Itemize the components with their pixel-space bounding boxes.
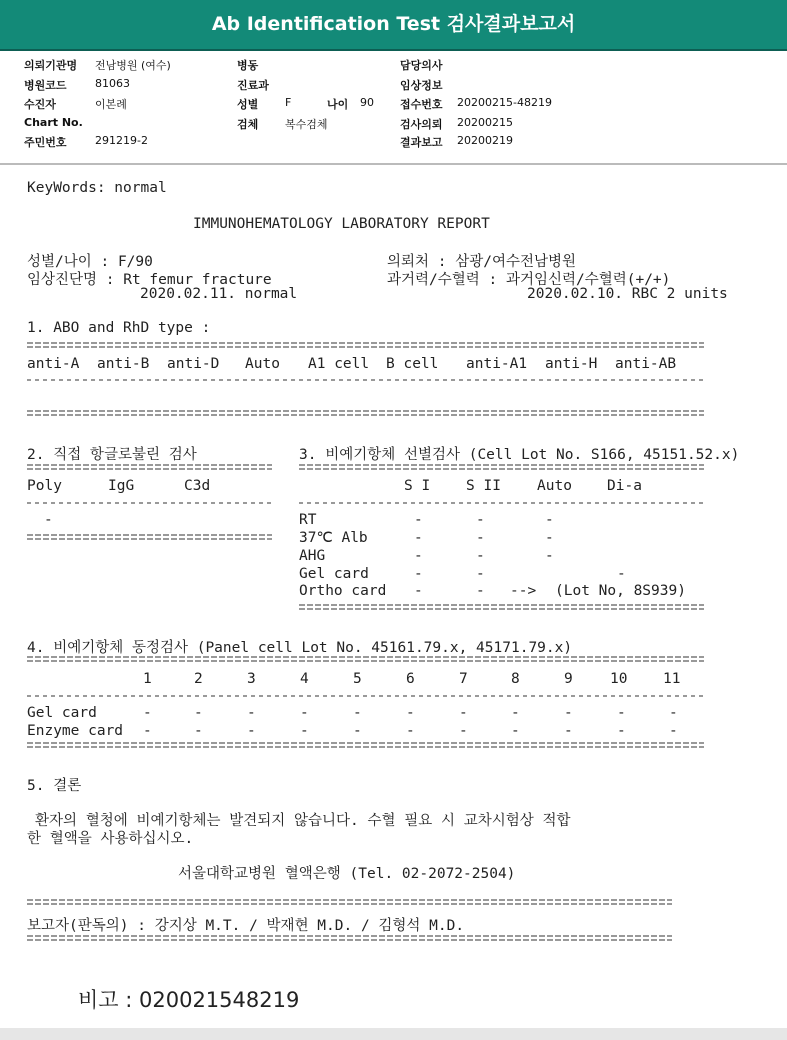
s1-header-anti-d: anti-D (167, 356, 220, 372)
s4-cell: - (511, 723, 520, 739)
header-row-clinical-info: 임상정보 (400, 79, 443, 92)
s3-header-dia: Di-a (607, 478, 642, 494)
s3-cell: - (414, 583, 423, 599)
s4-cell: - (459, 723, 468, 739)
s1-header-anti-a1: anti-A1 (466, 356, 528, 372)
s3-cell: - (476, 530, 485, 546)
s4-cell: - (143, 723, 152, 739)
header-row-sex: 성별 (237, 98, 259, 111)
remarks: 비고 : 020021548219 (78, 988, 300, 1012)
s1-header-anti-b: anti-B (97, 356, 150, 372)
header-row-ward: 병동 (237, 59, 259, 72)
s3-cell: --> (510, 583, 537, 599)
diagnosis: 임상진단명 : Rt femur fracture (27, 272, 272, 288)
section-4-title: 4. 비예기항체 동정검사 (Panel cell Lot No. 45161.79.x, 45171.79.x) (27, 640, 573, 656)
header-separator (0, 163, 787, 165)
s4-header: 6 (406, 671, 415, 687)
s4-cell: - (511, 705, 520, 721)
s4-cell: - (459, 705, 468, 721)
s3-cell: - (476, 512, 485, 528)
s3-header-sii: S II (466, 478, 501, 494)
section-2-rules (27, 462, 277, 547)
reporter-line: 보고자(판독의) : 강지상 M.T. / 박재현 M.D. / 김형석 M.D. (27, 918, 465, 934)
section-4-rules (27, 654, 707, 754)
s4-cell: - (564, 723, 573, 739)
s1-header-auto: Auto (245, 356, 280, 372)
s4-cell: - (406, 705, 415, 721)
section-1-rules (27, 340, 707, 430)
section-5-title: 5. 결론 (27, 778, 82, 794)
keywords: KeyWords: normal (27, 180, 167, 196)
header-value-request-date: 20200215 (457, 116, 513, 129)
s4-header: 2 (194, 671, 203, 687)
s3-cell: - (545, 512, 554, 528)
s4-cell: - (300, 723, 309, 739)
header-row-hospital-code: 병원코드 (24, 79, 67, 92)
header-value-patient: 이본례 (95, 98, 127, 111)
s4-header: 11 (663, 671, 681, 687)
header-value-report-date: 20200219 (457, 134, 513, 147)
s4-header: 7 (459, 671, 468, 687)
s1-header-anti-ab: anti-AB (615, 356, 677, 372)
section-3-title: 3. 비예기항체 선별검사 (Cell Lot No. S166, 45151.52.x) (299, 447, 740, 463)
header-value-hospital-code: 81063 (95, 77, 130, 90)
title-underline (0, 49, 787, 51)
s3-row-label: Gel card (299, 566, 369, 582)
s1-header-b-cell: B cell (386, 356, 439, 372)
s3-cell: - (414, 548, 423, 564)
s3-cell: - (545, 548, 554, 564)
s3-row-label: 37℃ Alb (299, 530, 368, 546)
s4-cell: - (669, 723, 678, 739)
lab-report-title: IMMUNOHEMATOLOGY LABORATORY REPORT (193, 216, 490, 232)
s3-cell: - (414, 530, 423, 546)
s4-cell: - (247, 705, 256, 721)
section-2-title: 2. 직접 항글로불린 검사 (27, 447, 197, 463)
s4-cell: - (669, 705, 678, 721)
s4-header: 8 (511, 671, 520, 687)
s3-cell: - (414, 512, 423, 528)
s3-header-si: S I (404, 478, 431, 494)
s3-cell: (Lot No, 8S939) (555, 583, 686, 599)
header-row-doctor: 담당의사 (400, 59, 443, 72)
s2-poly-value: - (44, 512, 53, 528)
s4-cell: - (564, 705, 573, 721)
header-row-specimen: 검체 (237, 118, 259, 131)
s4-cell: - (617, 723, 626, 739)
s2-header-igg: IgG (108, 478, 135, 494)
s3-cell: - (414, 566, 423, 582)
s4-header: 3 (247, 671, 256, 687)
hospital-info: 서울대학교병원 혈액은행 (Tel. 02-2072-2504) (178, 866, 516, 882)
s4-header: 10 (610, 671, 628, 687)
s3-row-label: RT (299, 512, 317, 528)
header-row-report-date: 결과보고 (400, 136, 443, 149)
s3-header-auto: Auto (537, 478, 572, 494)
header-row-request-date: 검사의뢰 (400, 118, 443, 131)
diagnosis-date: 2020.02.11. normal (140, 286, 298, 302)
conclusion-line-1: 환자의 혈청에 비예기항체는 발견되지 않습니다. 수혈 필요 시 교차시험상 적합 (35, 813, 571, 829)
header-value-resident-no: 291219-2 (95, 134, 148, 147)
s2-header-poly: Poly (27, 478, 62, 494)
s3-cell: - (476, 583, 485, 599)
s4-header: 5 (353, 671, 362, 687)
s4-cell: - (353, 705, 362, 721)
header-row-department: 진료과 (237, 79, 269, 92)
s3-row-label: AHG (299, 548, 326, 564)
header-row-patient: 수진자 (24, 98, 56, 111)
header-value-age: 90 (360, 96, 374, 109)
header-row-chart-no: Chart No. (24, 116, 83, 129)
s4-cell: - (617, 705, 626, 721)
sex-age: 성별/나이 : F/90 (27, 254, 153, 270)
header-row-age: 나이 (327, 98, 349, 111)
s3-cell: - (545, 530, 554, 546)
header-value-requester: 전남병원 (여수) (95, 59, 171, 72)
s4-cell: - (353, 723, 362, 739)
s4-row-label: Gel card (27, 705, 97, 721)
s4-cell: - (143, 705, 152, 721)
header-value-specimen: 복수검체 (285, 118, 328, 131)
history-date: 2020.02.10. RBC 2 units (527, 286, 728, 302)
s4-cell: - (194, 705, 203, 721)
s4-cell: - (194, 723, 203, 739)
s4-header: 1 (143, 671, 152, 687)
report-title: Ab Identification Test 검사결과보고서 (0, 0, 787, 49)
section-1-title: 1. ABO and RhD type : (27, 320, 211, 336)
s4-header: 4 (300, 671, 309, 687)
header-value-sex: F (285, 96, 292, 109)
footer-band (0, 1028, 787, 1040)
header-row-accession: 접수번호 (400, 98, 443, 111)
s4-cell: - (247, 723, 256, 739)
s1-header-a1-cell: A1 cell (308, 356, 370, 372)
header-row-requester: 의뢰기관명 (24, 59, 78, 72)
s3-cell: - (476, 548, 485, 564)
s3-row-label: Ortho card (299, 583, 387, 599)
s3-cell: - (476, 566, 485, 582)
s4-row-label: Enzyme card (27, 723, 124, 739)
s4-cell: - (300, 705, 309, 721)
history: 과거력/수혈력 : 과거임신력/수혈력(+/+) (387, 272, 671, 288)
conclusion-line-2: 한 혈액을 사용하십시오. (27, 831, 194, 847)
requester: 의뢰처 : 삼광/여수전남병원 (387, 254, 576, 270)
s2-header-c3d: C3d (184, 478, 211, 494)
s4-cell: - (406, 723, 415, 739)
s1-header-anti-h: anti-H (545, 356, 598, 372)
s1-header-anti-a: anti-A (27, 356, 80, 372)
header-value-accession: 20200215-48219 (457, 96, 552, 109)
s4-header: 9 (564, 671, 573, 687)
s3-cell: - (617, 566, 626, 582)
header-row-resident-no: 주민번호 (24, 136, 67, 149)
